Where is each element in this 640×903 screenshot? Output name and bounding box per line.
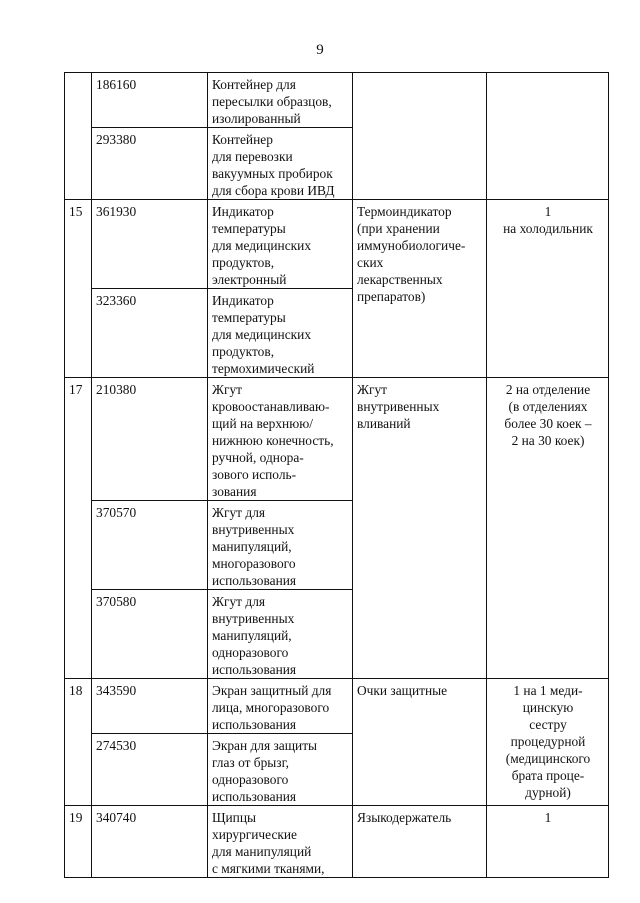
quantity-line: сестру — [529, 717, 567, 732]
equipment-table — [64, 72, 609, 878]
item-name-cell — [208, 806, 353, 878]
item-name-line: глаз от брызг, — [212, 755, 289, 770]
item-name-line: температуры — [212, 221, 286, 236]
row-number-cell: 19 — [65, 806, 92, 878]
quantity-cell — [487, 200, 609, 378]
code-cell: 274530 — [92, 734, 208, 806]
item-name-line: одноразового — [212, 772, 289, 787]
table-row — [65, 378, 609, 501]
item-name-line: внутривенных — [212, 522, 295, 537]
purpose-line: лекарственных — [357, 272, 443, 287]
quantity-cell — [487, 378, 609, 679]
code-cell: 340740 — [92, 806, 208, 878]
item-name-cell — [208, 679, 353, 734]
item-name-line: температуры — [212, 310, 286, 325]
item-name-line: Жгут — [212, 382, 243, 397]
item-name-line: Экран для защиты — [212, 738, 318, 753]
item-name-line: щий на верхнюю/ — [212, 416, 313, 431]
item-name-cell — [208, 73, 353, 128]
purpose-line: Жгут — [357, 382, 388, 397]
item-name-cell — [208, 590, 353, 679]
item-name-line: Экран защитный для — [212, 683, 332, 698]
code-cell: 370580 — [92, 590, 208, 679]
purpose-cell — [353, 679, 487, 806]
item-name-line: Щипцы — [212, 810, 257, 825]
item-name-line: вакуумных пробирок — [212, 166, 333, 181]
quantity-line: 2 на 30 коек) — [511, 433, 585, 448]
quantity-cell — [487, 73, 609, 200]
item-name-line: Жгут для — [212, 594, 266, 609]
purpose-line: внутривенных — [357, 399, 440, 414]
item-name-line: использования — [212, 789, 297, 804]
item-name-line: манипуляций, — [212, 628, 292, 643]
item-name-line: использования — [212, 662, 297, 677]
item-name-line: продуктов, — [212, 255, 275, 270]
code-cell: 293380 — [92, 128, 208, 200]
purpose-line: Термоиндикатор — [357, 204, 452, 219]
item-name-line: продуктов, — [212, 344, 275, 359]
item-name-line: пересылки образцов, — [212, 94, 332, 109]
item-name-line: Жгут для — [212, 505, 266, 520]
code-cell: 186160 — [92, 73, 208, 128]
item-name-line: для сбора крови ИВД — [212, 183, 335, 198]
quantity-line: 1 — [544, 204, 552, 219]
quantity-cell — [487, 679, 609, 806]
item-name-line: использования — [212, 717, 297, 732]
table-row — [65, 73, 609, 128]
item-name-line: Контейнер для — [212, 77, 296, 92]
item-name-line: манипуляций, — [212, 539, 292, 554]
item-name-line: для медицинских — [212, 238, 312, 253]
code-cell: 361930 — [92, 200, 208, 289]
item-name-cell — [208, 501, 353, 590]
purpose-line: Языкодержатель — [357, 810, 452, 825]
item-name-line: лица, многоразового — [212, 700, 330, 715]
item-name-line: хирургические — [212, 827, 297, 842]
item-name-cell — [208, 128, 353, 200]
item-name-line: одноразового — [212, 645, 289, 660]
purpose-line: ских — [357, 255, 384, 270]
purpose-line: вливаний — [357, 416, 411, 431]
item-name-line: электронный — [212, 272, 287, 287]
quantity-line: 1 — [544, 810, 552, 825]
item-name-line: Индикатор — [212, 204, 274, 219]
purpose-line: препаратов) — [357, 289, 426, 304]
table-row — [65, 679, 609, 734]
item-name-line: внутривенных — [212, 611, 295, 626]
item-name-line: для медицинских — [212, 327, 312, 342]
purpose-line: (при хранении — [357, 221, 440, 236]
quantity-line: (медицинского — [505, 751, 591, 766]
quantity-line: дурной) — [525, 785, 571, 800]
row-number-cell — [65, 73, 92, 200]
code-cell: 210380 — [92, 378, 208, 501]
quantity-line: (в отделениях — [508, 399, 588, 414]
purpose-cell — [353, 73, 487, 200]
item-name-cell — [208, 734, 353, 806]
item-name-cell — [208, 378, 353, 501]
row-number-cell: 15 — [65, 200, 92, 378]
item-name-line: изолированный — [212, 111, 301, 126]
quantity-line: более 30 коек – — [504, 416, 592, 431]
item-name-line: Индикатор — [212, 293, 274, 308]
table-row — [65, 806, 609, 878]
item-name-line: ручной, однора- — [212, 450, 304, 465]
item-name-line: использования — [212, 573, 297, 588]
code-cell: 343590 — [92, 679, 208, 734]
item-name-line: термохимический — [212, 361, 315, 376]
quantity-line: на холодильник — [503, 221, 593, 236]
item-name-line: Контейнер — [212, 132, 273, 147]
item-name-line: многоразового — [212, 556, 296, 571]
quantity-line: брата проце- — [511, 768, 585, 783]
item-name-line: для перевозки — [212, 149, 293, 164]
item-name-cell — [208, 200, 353, 289]
purpose-cell — [353, 200, 487, 378]
item-name-line: зового исполь- — [212, 467, 297, 482]
quantity-cell — [487, 806, 609, 878]
row-number-cell: 18 — [65, 679, 92, 806]
quantity-line: процедурной — [510, 734, 586, 749]
table-row — [65, 200, 609, 289]
purpose-line: иммунобиологиче- — [357, 238, 466, 253]
purpose-line: Очки защитные — [357, 683, 448, 698]
page-number: 9 — [316, 42, 324, 58]
code-cell: 323360 — [92, 289, 208, 378]
item-name-line: зования — [212, 484, 257, 499]
quantity-line: 1 на 1 меди- — [513, 683, 583, 698]
item-name-line: с мягкими тканями, — [212, 861, 325, 876]
equipment-table-body — [65, 73, 609, 878]
item-name-line: кровоостанавливаю- — [212, 399, 330, 414]
purpose-cell — [353, 806, 487, 878]
code-cell: 370570 — [92, 501, 208, 590]
quantity-line: 2 на отделение — [505, 382, 591, 397]
item-name-line: нижнюю конечность, — [212, 433, 334, 448]
row-number-cell: 17 — [65, 378, 92, 679]
item-name-cell — [208, 289, 353, 378]
item-name-line: для манипуляций — [212, 844, 312, 859]
purpose-cell — [353, 378, 487, 679]
quantity-line: цинскую — [522, 700, 574, 715]
